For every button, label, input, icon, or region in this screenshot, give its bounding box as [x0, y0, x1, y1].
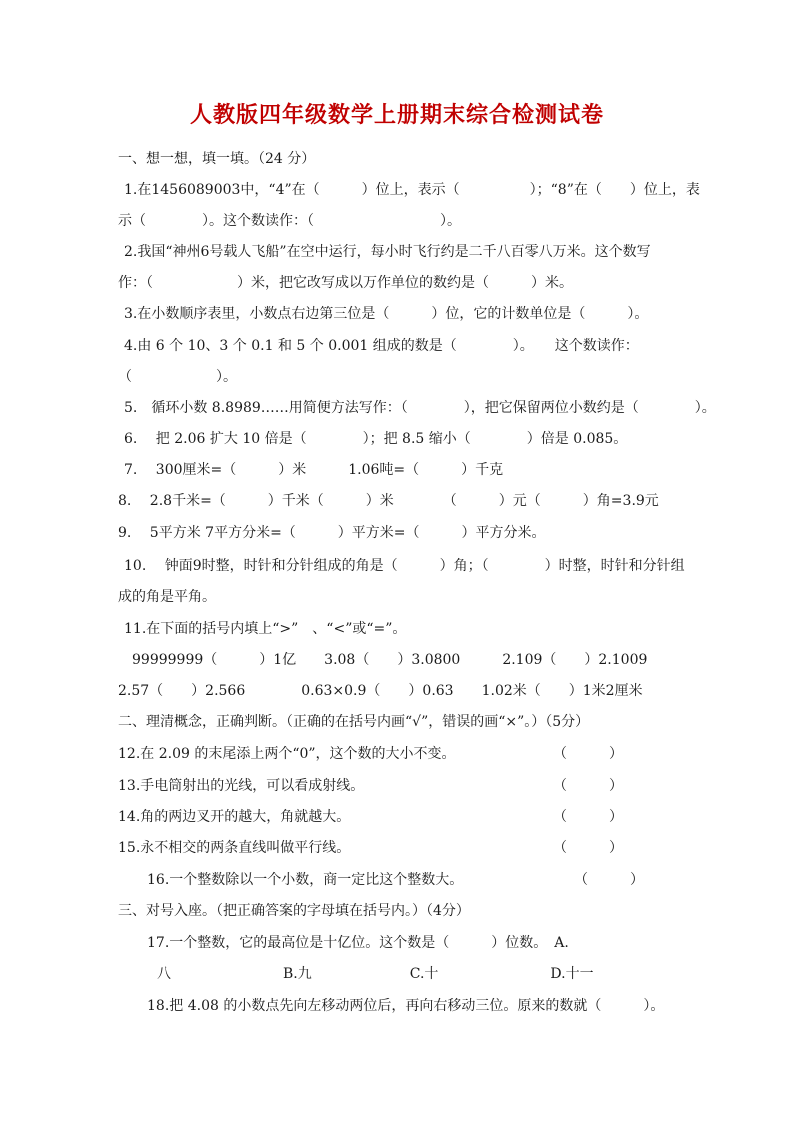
question-10-line-2: 成的角是平角。	[118, 589, 216, 605]
answer-bracket-15: （ ）	[553, 840, 623, 856]
question-2-line-1: 2.我国“神州6号载人飞船”在空中运行，每小时飞行约是二千八百零八万米。这个数写	[124, 244, 651, 260]
answer-bracket-16: （ ）	[574, 872, 644, 888]
question-3: 3.在小数顺序表里，小数点右边第三位是（ ）位，它的计数单位是（ ）。	[124, 306, 649, 322]
question-1-line-1: 1.在1456089003中，“4”在（ ）位上，表示（ ）；“8”在（ ）位上，表	[124, 182, 700, 198]
section-heading-2: 二、理清概念，正确判断。（正确的在括号内画“√”，错误的画“×”。）（5分）	[118, 714, 590, 730]
answer-bracket-12: （ ）	[553, 746, 623, 762]
question-4-line-1: 4.由 6 个 10、3 个 0.1 和 5 个 0.001 组成的数是（ ）。 这个数读作：	[124, 338, 639, 354]
page-title: 人教版四年级数学上册期末综合检测试卷	[189, 102, 604, 128]
question-12: 12.在 2.09 的末尾添上两个“0”，这个数的大小不变。	[118, 746, 456, 762]
question-8: 8. 2.8千米=（ ）千米（ ）米 （ ）元（ ）角=3.9元	[118, 493, 659, 509]
question-14: 14.角的两边叉开的越大，角就越大。	[118, 809, 351, 825]
question-7: 7. 300厘米=（ ）米 1.06吨=（ ）千克	[124, 462, 504, 478]
question-16: 16.一个整数除以一个小数，商一定比这个整数大。	[147, 872, 464, 888]
question-15: 15.永不相交的两条直线叫做平行线。	[118, 840, 351, 856]
section-heading-1: 一、想一想，填一填。（24 分）	[118, 151, 316, 167]
question-5: 5. 循环小数 8.8989……用简便方法写作：（ ），把它保留两位小数约是（ ）。	[124, 400, 716, 416]
question-9: 9. 5平方米 7平方分米=（ ）平方米=（ ）平方分米。	[118, 525, 546, 541]
question-2-line-2: 作：（ ）米，把它改写成以万作单位的数约是（ ）米。	[118, 275, 573, 291]
answer-bracket-14: （ ）	[553, 809, 623, 825]
question-10-line-1: 10. 钟面9时整，时针和分针组成的角是（ ）角；（ ）时整，时针和分针组	[124, 558, 685, 574]
question-18: 18.把 4.08 的小数点先向左移动两位后，再向右移动三位。原来的数就（ ）。	[147, 998, 665, 1014]
question-1-line-2: 示（ ）。这个数读作：（ ）。	[118, 213, 461, 229]
question-13: 13.手电筒射出的光线，可以看成射线。	[118, 778, 365, 794]
question-4-line-2: （ ）。	[118, 369, 237, 385]
question-17-options: 八 B.九 C.十 D.十一	[157, 966, 594, 982]
section-heading-3: 三、对号入座。（把正确答案的字母填在括号内。）（4分）	[118, 903, 470, 919]
question-11-row-1: 99999999（ ）1亿 3.08（ ）3.0800 2.109（ ）2.1009	[132, 652, 648, 668]
question-6: 6. 把 2.06 扩大 10 倍是（ ）；把 8.5 缩小（ ）倍是 0.085。	[124, 431, 628, 447]
question-17: 17.一个整数，它的最高位是十亿位。这个数是（ ）位数。 A.	[147, 935, 569, 951]
answer-bracket-13: （ ）	[553, 778, 623, 794]
question-11-row-2: 2.57（ ）2.566 0.63×0.9（ ）0.63 1.02米（ ）1米2厘米	[118, 683, 643, 699]
question-11: 11.在下面的括号内填上“>” 、“<”或“=”。	[124, 621, 407, 637]
